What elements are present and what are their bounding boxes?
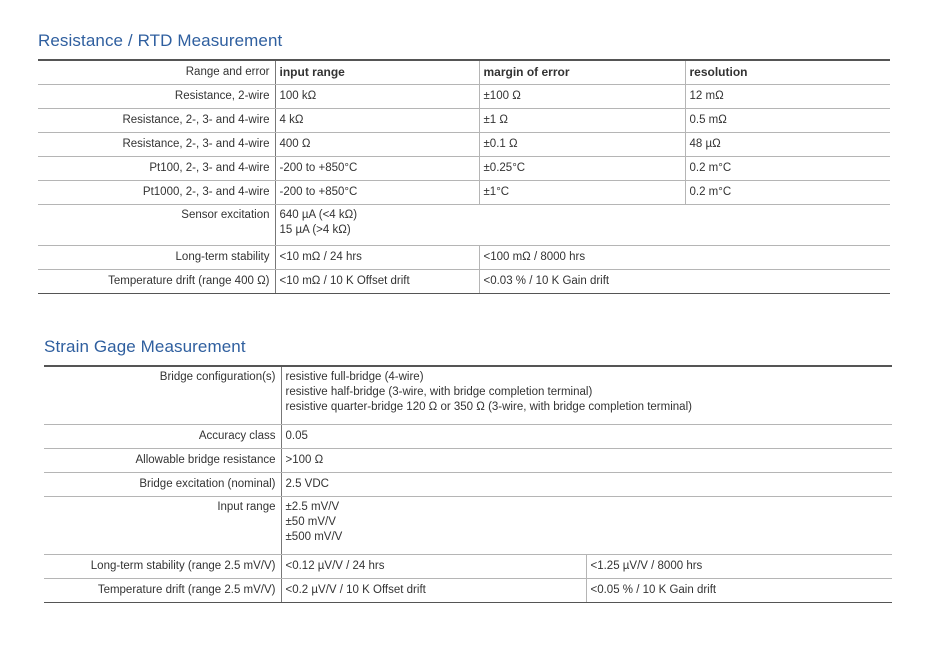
cell-resolution: 0.2 m°C xyxy=(685,156,890,180)
cell-stability-long: <100 mΩ / 8000 hrs xyxy=(479,245,890,269)
cell-input-range: 400 Ω xyxy=(275,132,479,156)
column-header-input-range: input range xyxy=(275,60,479,84)
excitation-line: 640 µA (<4 kΩ) xyxy=(279,208,358,221)
cell-resolution: 0.2 m°C xyxy=(685,180,890,204)
row-label: Accuracy class xyxy=(44,424,281,448)
table-row-sensor-excitation xyxy=(38,204,890,245)
row-label: Resistance, 2-, 3- and 4-wire xyxy=(38,132,275,156)
cell-margin-of-error: ±100 Ω xyxy=(479,84,685,108)
table-row-bridge-excitation xyxy=(44,472,892,496)
column-header-margin-of-error: margin of error xyxy=(479,60,685,84)
row-label: Long-term stability xyxy=(38,245,275,269)
cell-bridge-resistance: >100 Ω xyxy=(281,448,892,472)
cell-input-range: -200 to +850°C xyxy=(275,156,479,180)
table-row-long-term-stability xyxy=(44,554,892,578)
row-label: Temperature drift (range 400 Ω) xyxy=(38,269,275,293)
row-label: Resistance, 2-wire xyxy=(38,84,275,108)
rtd-header-row xyxy=(38,60,890,84)
row-label: Pt100, 2-, 3- and 4-wire xyxy=(38,156,275,180)
cell-resolution: 0.5 mΩ xyxy=(685,108,890,132)
row-label: Long-term stability (range 2.5 mV/V) xyxy=(44,554,281,578)
cell-bridge-configuration xyxy=(281,366,892,424)
input-range-line: ±2.5 mV/V xyxy=(285,500,340,513)
cell-offset-drift: <0.2 µV/V / 10 K Offset drift xyxy=(281,578,586,602)
cell-resolution: 12 mΩ xyxy=(685,84,890,108)
row-label: Temperature drift (range 2.5 mV/V) xyxy=(44,578,281,602)
bridge-configuration-line: resistive half-bridge (3-wire, with bridge completion terminal) xyxy=(285,386,593,398)
row-label: Sensor excitation xyxy=(38,204,275,245)
table-row-temperature-drift xyxy=(38,269,890,293)
row-label: Range and error xyxy=(38,60,275,84)
cell-stability-short: <0.12 µV/V / 24 hrs xyxy=(281,554,586,578)
strain-gage-section-title: Strain Gage Measurement xyxy=(44,337,246,356)
excitation-line: 15 µA (>4 kΩ) xyxy=(279,223,351,236)
cell-bridge-excitation: 2.5 VDC xyxy=(281,472,892,496)
row-label: Allowable bridge resistance xyxy=(44,448,281,472)
row-label: Pt1000, 2-, 3- and 4-wire xyxy=(38,180,275,204)
input-range-line: ±500 mV/V xyxy=(285,530,343,543)
table-row-long-term-stability xyxy=(38,245,890,269)
cell-input-range: -200 to +850°C xyxy=(275,180,479,204)
cell-stability-long: <1.25 µV/V / 8000 hrs xyxy=(586,554,892,578)
cell-margin-of-error: ±1°C xyxy=(479,180,685,204)
table-row-bridge-configuration xyxy=(44,366,892,424)
input-range-line: ±50 mV/V xyxy=(285,515,336,528)
cell-margin-of-error: ±0.1 Ω xyxy=(479,132,685,156)
strain-gage-spec-table xyxy=(44,365,892,603)
bridge-configuration-line: resistive full-bridge (4-wire) xyxy=(285,371,424,383)
table-row-accuracy-class xyxy=(44,424,892,448)
table-row-temperature-drift xyxy=(44,578,892,602)
cell-input-range xyxy=(281,496,892,554)
row-label: Bridge configuration(s) xyxy=(44,366,281,424)
rtd-section-title: Resistance / RTD Measurement xyxy=(38,31,283,50)
table-row xyxy=(38,84,890,108)
table-row xyxy=(38,180,890,204)
bridge-configuration-line: resistive quarter-bridge 120 Ω or 350 Ω (3-wire, with bridge completion terminal) xyxy=(285,401,692,413)
cell-margin-of-error: ±1 Ω xyxy=(479,108,685,132)
column-header-resolution: resolution xyxy=(685,60,890,84)
cell-input-range: 4 kΩ xyxy=(275,108,479,132)
cell-resolution: 48 µΩ xyxy=(685,132,890,156)
table-row xyxy=(38,156,890,180)
table-row xyxy=(38,108,890,132)
cell-offset-drift: <10 mΩ / 10 K Offset drift xyxy=(275,269,479,293)
table-row-bridge-resistance xyxy=(44,448,892,472)
cell-sensor-excitation xyxy=(275,204,890,245)
row-label: Input range xyxy=(44,496,281,554)
cell-gain-drift: <0.05 % / 10 K Gain drift xyxy=(586,578,892,602)
rtd-section xyxy=(38,30,890,294)
table-row xyxy=(38,132,890,156)
row-label: Resistance, 2-, 3- and 4-wire xyxy=(38,108,275,132)
cell-accuracy-class: 0.05 xyxy=(281,424,892,448)
cell-input-range: 100 kΩ xyxy=(275,84,479,108)
table-row-input-range xyxy=(44,496,892,554)
cell-stability-short: <10 mΩ / 24 hrs xyxy=(275,245,479,269)
rtd-spec-table xyxy=(38,59,890,294)
cell-gain-drift: <0.03 % / 10 K Gain drift xyxy=(479,269,890,293)
cell-margin-of-error: ±0.25°C xyxy=(479,156,685,180)
row-label: Bridge excitation (nominal) xyxy=(44,472,281,496)
strain-gage-section xyxy=(44,336,892,603)
